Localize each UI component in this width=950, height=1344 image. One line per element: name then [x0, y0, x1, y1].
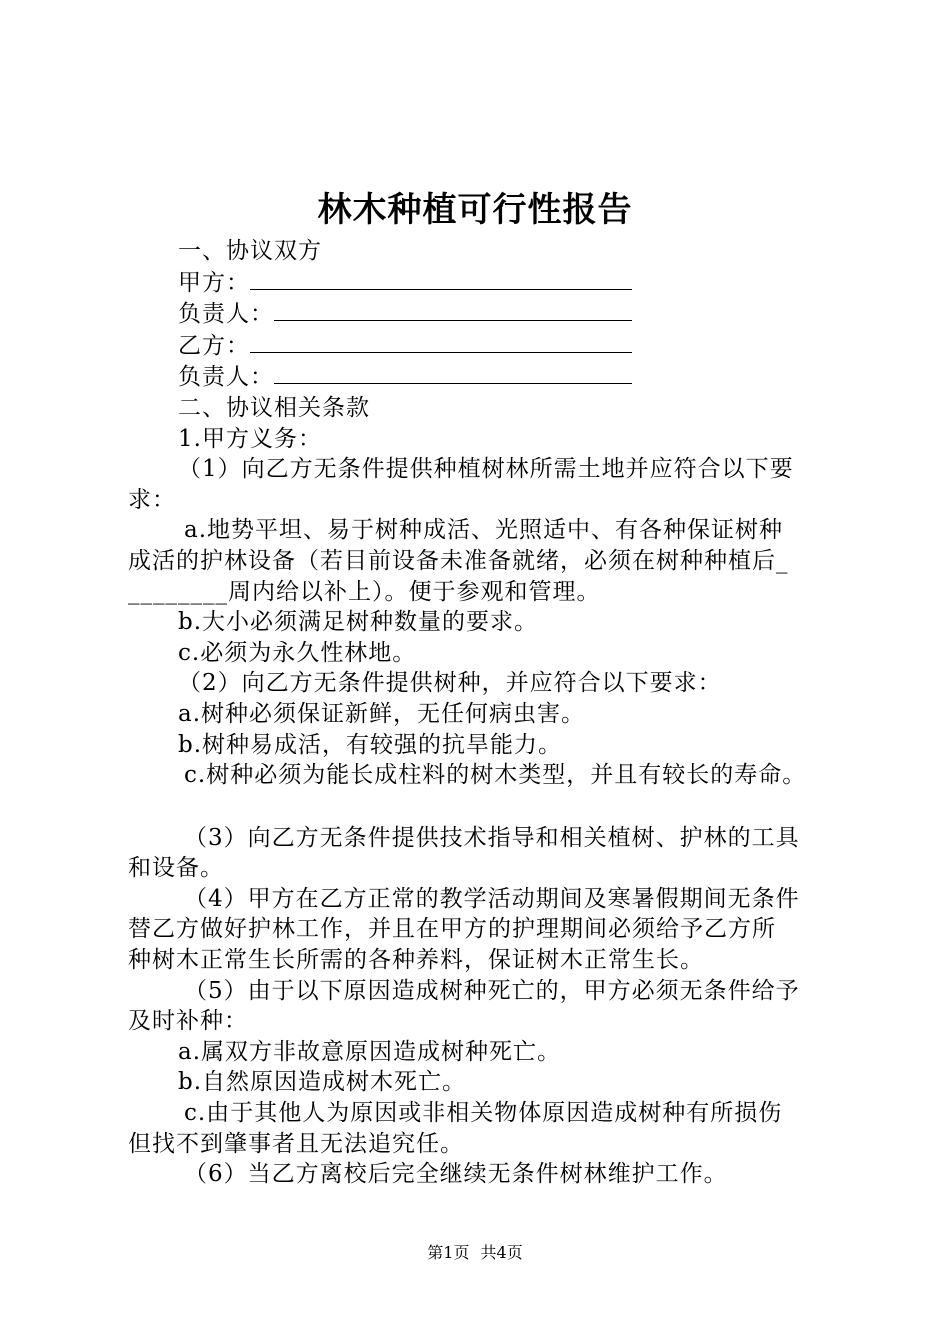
- document-title: 林木种植可行性报告: [317, 190, 633, 230]
- clause-line: a.树种必须保证新鲜，无任何病虫害。: [178, 700, 586, 727]
- clause-line: b.树种易成活，有较强的抗旱能力。: [178, 731, 563, 758]
- party-a-rep-field: [128, 298, 840, 330]
- clause-line: c.由于其他人为原因或非相关物体原因造成树种有所损伤: [184, 1100, 783, 1127]
- clause-line: b.自然原因造成树木死亡。: [178, 1069, 467, 1096]
- section-heading-parties: 一、协议双方: [178, 238, 322, 264]
- document-body: [128, 236, 840, 1190]
- clause-line: （2）向乙方无条件提供树种，并应符合以下要求：: [178, 670, 722, 697]
- clause-line: b.大小必须满足树种数量的要求。: [178, 609, 539, 636]
- clause-heading: 1.甲方义务：: [178, 425, 322, 452]
- party-b-rep-blank: [274, 361, 632, 384]
- clause-line: c.树种必须为能长成柱料的树木类型，并且有较长的寿命。: [184, 762, 807, 789]
- party-b-label: 乙方：: [178, 332, 250, 359]
- paragraph-gap: [128, 791, 840, 823]
- clause-line: 及时补种：: [128, 1008, 248, 1035]
- page-number: 第1页: [427, 1243, 470, 1262]
- clause-line: （4）甲方在乙方正常的教学活动期间及寒暑假期间无条件: [184, 885, 800, 912]
- clause-line: （6）当乙方离校后完全继续无条件树林维护工作。: [184, 1161, 728, 1188]
- party-a-rep-blank: [274, 298, 632, 321]
- page-footer: [0, 1242, 950, 1264]
- page-total: 共4页: [480, 1243, 523, 1262]
- clause-line: 求：: [128, 486, 176, 513]
- clause-line: 种树木正常生长所需的各种养料，保证树木正常生长。: [128, 947, 704, 974]
- clause-line: c.必须为永久性林地。: [178, 639, 417, 666]
- clause-line: ________周内给以补上）。便于参观和管理。: [128, 578, 601, 605]
- party-a-rep-label: 负责人：: [178, 301, 274, 328]
- party-a-label: 甲方：: [178, 269, 250, 296]
- clause-line: a.地势平坦、易于树种成活、光照适中、有各种保证树种: [184, 517, 784, 544]
- party-b-rep-field: [128, 361, 840, 393]
- party-b-rep-label: 负责人：: [178, 364, 274, 391]
- clause-line: 替乙方做好护林工作，并且在甲方的护理期间必须给予乙方所: [128, 916, 776, 943]
- clause-line: 成活的护林设备（若目前设备未准备就绪，必须在树种种植后_: [128, 547, 789, 574]
- clause-line: a.属双方非故意原因造成树种死亡。: [178, 1038, 562, 1065]
- clause-line: （3）向乙方无条件提供技术指导和相关植树、护林的工具: [184, 824, 800, 851]
- clause-line: （5）由于以下原因造成树种死亡的，甲方必须无条件给予: [184, 977, 800, 1004]
- party-b-field: [128, 330, 840, 362]
- clause-line: （1）向乙方无条件提供种植树林所需土地并应符合以下要: [178, 456, 794, 483]
- clause-line: 和设备。: [128, 855, 224, 882]
- clause-line: 但找不到肇事者且无法追究任。: [128, 1130, 464, 1157]
- party-a-field: [128, 267, 840, 299]
- party-a-blank: [250, 267, 632, 290]
- party-b-blank: [250, 330, 632, 353]
- section-heading-terms: 二、协议相关条款: [178, 394, 370, 421]
